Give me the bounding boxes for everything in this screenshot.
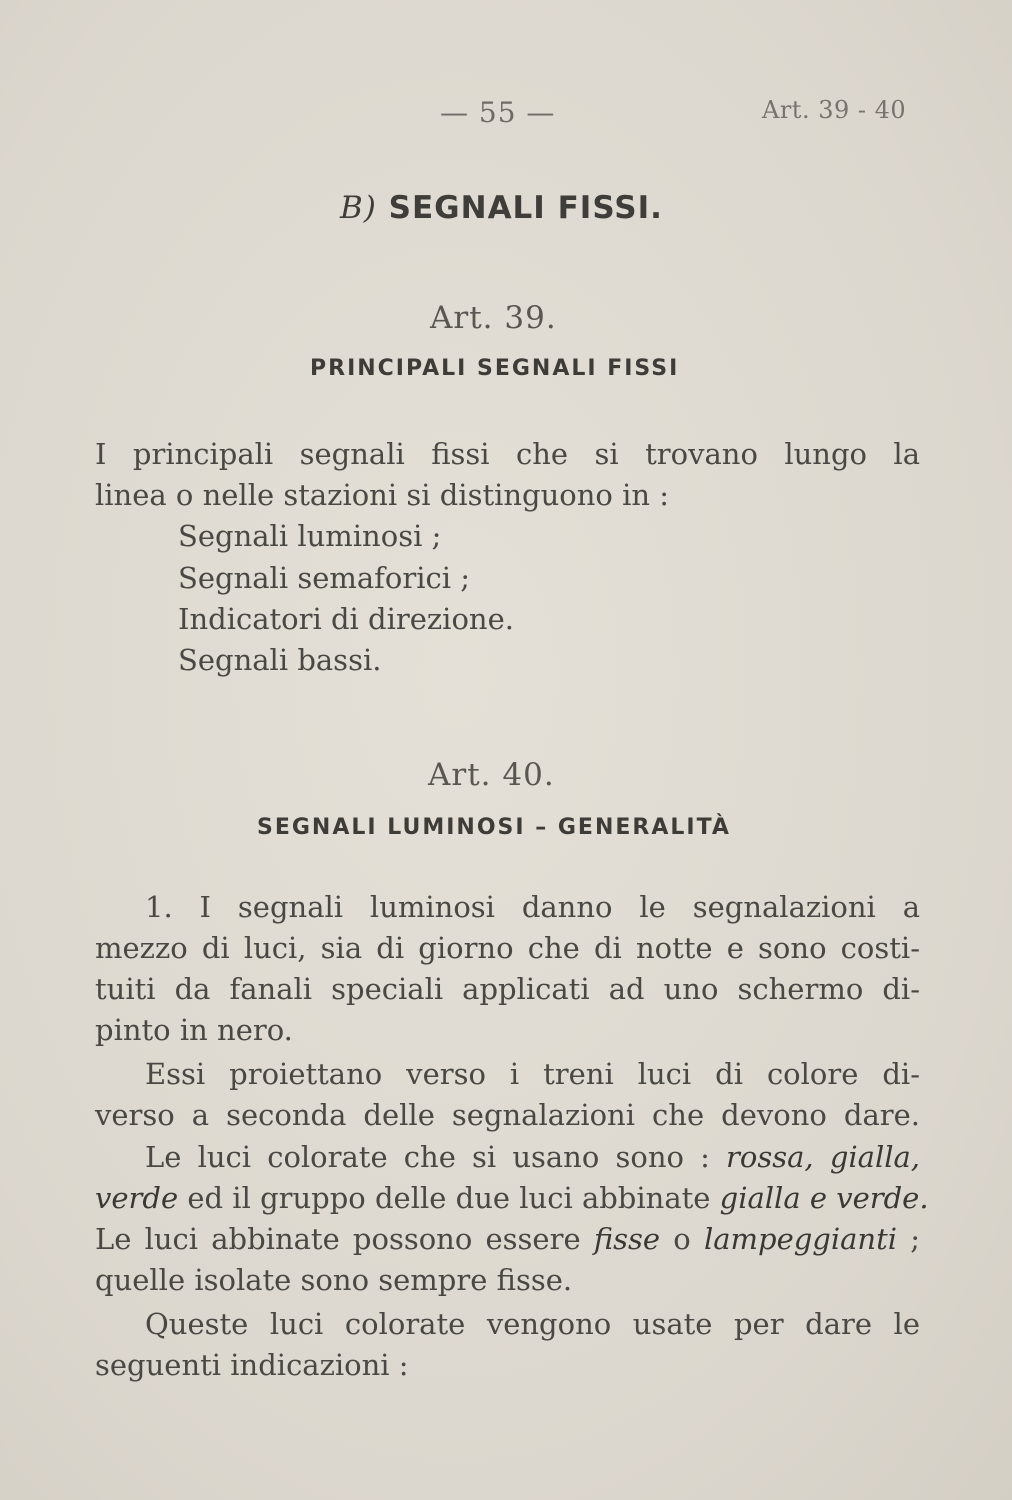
art40-p3-line-1: Le luci colorate che si usano sono : rossa, gialla,: [145, 1140, 921, 1174]
color-gialla: gialla,: [829, 1140, 921, 1174]
section-heading: [340, 190, 663, 226]
art40-p4-line-1: Queste luci colorate vengono usate per dare le: [145, 1307, 920, 1341]
art40-p1-line-3: tuiti da fanali speciali applicati ad uno schermo di-: [95, 972, 920, 1006]
list-item: Segnali semaforici ;: [178, 561, 470, 595]
article-40-label: Art. 40.: [428, 757, 555, 793]
running-article-range: Art. 39 - 40: [762, 96, 907, 124]
list-item: Segnali luminosi ;: [178, 519, 442, 553]
art40-p3-line-2: verde ed il gruppo delle due luci abbinate gialla e verde.: [95, 1181, 929, 1215]
art40-p1-line-4: pinto in nero.: [95, 1013, 293, 1047]
art40-p4-line-2: seguenti indicazioni :: [95, 1348, 409, 1382]
art39-intro-line-1: I principali segnali fissi che si trovano lungo la: [95, 437, 920, 471]
art40-p3-line-3: Le luci abbinate possono essere fisse o lampeggianti ;: [95, 1222, 920, 1256]
art40-p2-line-1: Essi proiettano verso i treni luci di colore di-: [145, 1057, 920, 1091]
article-39-heading: PRINCIPALI SEGNALI FISSI: [310, 356, 680, 381]
color-rossa: rossa,: [726, 1140, 814, 1174]
term-fisse: fisse: [593, 1222, 661, 1256]
term-lampeggianti: lampeggianti: [703, 1222, 898, 1256]
art40-p1-line-2: mezzo di luci, sia di giorno che di notte e sono costi-: [95, 931, 920, 965]
art40-p3-line-4: quelle isolate sono sempre fisse.: [95, 1263, 573, 1297]
article-40-heading: SEGNALI LUMINOSI – GENERALITÀ: [257, 815, 731, 840]
list-item: Segnali bassi.: [178, 643, 382, 677]
art40-p2-line-2: verso a seconda delle segnalazioni che devono dare.: [95, 1098, 920, 1132]
color-gialla-e-verde: gialla e verde.: [719, 1181, 929, 1215]
section-title: SEGNALI FISSI.: [388, 190, 663, 226]
art40-p1-line-1: 1. I segnali luminosi danno le segnalazioni a: [145, 890, 920, 924]
list-item: Indicatori di direzione.: [178, 602, 514, 636]
art39-intro-line-2: linea o nelle stazioni si distinguono in :: [95, 478, 670, 512]
section-letter: B): [340, 190, 377, 226]
article-39-label: Art. 39.: [430, 300, 557, 336]
color-verde: verde: [95, 1181, 179, 1215]
page-number: — 55 —: [440, 96, 556, 129]
